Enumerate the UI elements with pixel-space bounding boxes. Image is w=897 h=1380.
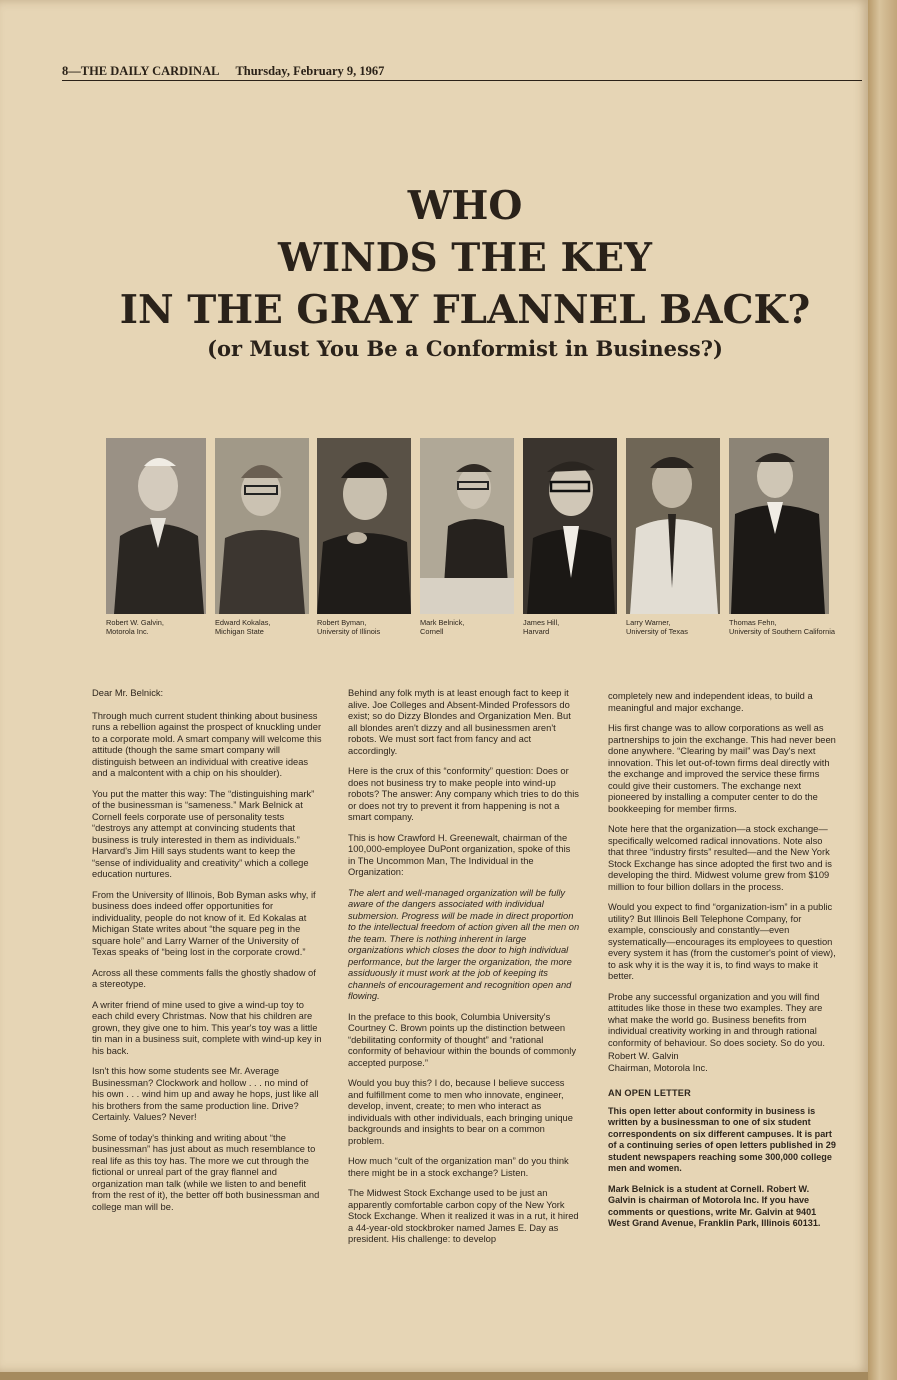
caption-affiliation: Michigan State [215, 626, 264, 636]
caption-belnick [420, 619, 464, 636]
caption-affiliation: University of Illinois [317, 626, 381, 636]
paragraph: This is how Crawford H. Greenewalt, chairman of the 100,000-employee DuPont organization, spoke of this in The Uncommon Man, The Individual in the Organization: [348, 832, 571, 877]
paragraph: His first change was to allow corporations as well as partnerships to join the exchange. This had never been done anywhere. “Clearing by mail” was Day's next innovation. This let out-of-town firms deal directly with the exchange and improved the service these firms could give their customers. The exchange next pioneered by installing a computer center to do the bookkeeping for member firms. [608, 723, 836, 814]
caption-name: Thomas Fehn, [729, 618, 777, 627]
letter-column-3 [608, 691, 838, 1239]
caption-galvin [106, 619, 164, 636]
caption-name: Robert Byman, [317, 618, 367, 627]
folio-line [62, 64, 862, 81]
caption-fehn [729, 619, 835, 636]
photo-warner [626, 438, 720, 614]
headline-line-3: IN THE GRAY FLANNEL BACK? [119, 287, 811, 333]
caption-affiliation: University of Texas [626, 626, 688, 636]
caption-warner [626, 619, 688, 636]
salutation: Dear Mr. Belnick: [92, 688, 164, 698]
caption-affiliation: Motorola Inc. [106, 626, 149, 636]
paragraph: completely new and independent ideas, to build a meaningful and major exchange. [608, 691, 813, 713]
paragraph: Would you buy this? I do, because I believe success and fulfillment come to men who innovate, engineer, develop, invent, create; to men who interact as individuals with other individuals, each bringing unique backgrounds and insights to bear on a common problem. [348, 1078, 573, 1146]
quoted-passage: The alert and well-managed organization will be fully aware of the dangers associated with individual submersion. Progress will be made in direct proportion to the intellectual freedom of action given all the men on the team. There is nothing inherent in large organizations which closes the door to high individual performance, but the larger the organization, the more assiduously it must work at the job of keeping its channels of encouragement and recognition open and flowing. [348, 887, 580, 1001]
folio-date: Thursday, February 9, 1967 [235, 64, 385, 78]
signature-name: Robert W. Galvin [608, 1051, 679, 1061]
caption-affiliation: University of Southern California [729, 626, 835, 636]
paragraph: The Midwest Stock Exchange used to be just an apparently comfortable carbon copy of the New York Stock Exchange. When it realized it was in a rut, it hired a 44-year-old stockbroker named James E. Day as president. His challenge: to develop [348, 1188, 579, 1244]
paragraph: From the University of Illinois, Bob Byman asks why, if business does indeed offer opportunities for individuality, people do not know of it. Ed Kokalas at Michigan State writes about “the square peg in the square hole” and Larry Warner of the University of Texas speaks of “being lost in the corporate crowd.” [92, 889, 316, 957]
letter-column-2 [348, 688, 580, 1255]
headline-line-2: WINDS THE KEY [278, 235, 652, 281]
caption-kokalas [215, 619, 270, 636]
paragraph: Would you expect to find “organization-ism” in a public utility? But Illinois Bell Telephone Company, for example, consciously and constantly—even systematically—encourages its employees to question every system it has (from the customer's point of view), to ask why it is the way it is, to find ways to make it better. [608, 902, 836, 981]
signature-title: Chairman, Motorola Inc. [608, 1062, 708, 1073]
paragraph: You put the matter this way: The “distinguishing mark” of the businessman is “sameness.” Mark Belnick at Cornell feels corporate use of personality tests “destroys any attempt at convincing students that business is truly interested in them as individuals.” Harvard's Jim Hill says students want to keep the “sense of individuality and creativity” which a college education nurtures. [92, 788, 315, 879]
caption-name: Mark Belnick, [420, 618, 465, 627]
caption-name: Edward Kokalas, [215, 618, 271, 627]
subheadline: (or Must You Be a Conformist in Business?) [207, 336, 723, 361]
paragraph: Here is the crux of this “conformity” question: Does or does not business try to make people into wind-up robots? The answer: Any company which tries to do this or does not try to prevent it from happening is not a smart company. [348, 766, 579, 822]
photo-hill [523, 438, 617, 614]
paragraph: Note here that the organization—a stock exchange—specifically welcomed radical innovations. Note also that three “industry firsts” resulted—and the New York Stock Exchange has since adopted the first two and is developing the third. Midwest volume grew from $109 million to four billion dollars in the process. [608, 824, 832, 892]
paragraph: Across all these comments falls the ghostly shadow of a stereotype. [92, 967, 316, 989]
paragraph: Through much current student thinking about business runs a rebellion against the prospect of knuckling under to a corporate mold. A smart company will welcome this attitude (though the same smart company will distinguish between an individual with creative ideas and a malcontent with a chip on his shoulder). [92, 710, 322, 778]
paragraph: Probe any successful organization and you will find attitudes like those in these two examples. They are what make the world go. Business benefits from individual creativity working in and through rational conformity of behaviour. So does society. So do you. [608, 991, 825, 1048]
page-edge [868, 0, 897, 1380]
caption-affiliation: Harvard [523, 626, 550, 636]
open-letter-heading: AN OPEN LETTER [608, 1088, 691, 1098]
caption-name: Robert W. Galvin, [106, 618, 164, 627]
caption-name: Larry Warner, [626, 618, 671, 627]
caption-hill [523, 619, 559, 636]
signature-block [608, 1051, 838, 1074]
closing-note: Mark Belnick is a student at Cornell. Robert W. Galvin is chairman of Motorola Inc. If you have comments or questions, write Mr. Galvin at 9401 West Grand Avenue, Franklin Park, Illinois 60131. [608, 1183, 821, 1228]
paragraph: Isn't this how some students see Mr. Average Businessman? Clockwork and hollow . . . no mind of his own . . . wind him up and away he hops, just like all his brothers from the same production line. Drive? Certainly. Values? Never! [92, 1066, 319, 1122]
photo-fehn [729, 438, 829, 614]
photo-galvin [106, 438, 206, 614]
headline [60, 180, 870, 336]
caption-name: James Hill, [523, 618, 560, 627]
caption-affiliation: Cornell [420, 626, 444, 636]
photo-kokalas [215, 438, 309, 614]
folio-paper: 8—THE DAILY CARDINAL [62, 64, 220, 78]
paragraph: A writer friend of mine used to give a wind-up toy to each child every Christmas. Now that his children are grown, they give one to him. This year's toy was a little tin man in a business suit, complete with wind-up key in his back. [92, 999, 322, 1056]
photo-byman [317, 438, 411, 614]
open-letter-note: This open letter about conformity in business is written by a businessman to one of six student correspondents on six different campuses. It is part of a continuing series of open letters published in 29 student newspapers reaching some 300,000 college men and women. [608, 1105, 836, 1173]
paragraph: How much “cult of the organization man” do you think there might be in a stock exchange? Listen. [348, 1156, 569, 1178]
paragraph: In the preface to this book, Columbia University's Courtney C. Brown points up the distinction between “debilitating conformity of thought” and “rational conformity of behaviour within the bounds of commonly accepted purpose.” [348, 1011, 577, 1068]
paragraph: Some of today's thinking and writing about “the businessman” has just about as much resemblance to real life as this toy has. The more we cut through the fictional or unreal part of the gray flannel and organization man talk (while we listen to and benefit from the rest of it), the better off both businessman and college man will be. [92, 1132, 320, 1212]
photo-belnick [420, 438, 514, 614]
headline-line-1: WHO [407, 183, 523, 229]
caption-byman [317, 619, 380, 636]
paragraph: Behind any folk myth is at least enough fact to keep it alive. Joe Colleges and Absent-Minded Professors do exist; so do Dizzy Blondes and Organization Men. But all blondes aren't dizzy and all businessmen aren't robots. We must sort fact from fancy and act accordingly. [348, 688, 571, 756]
letter-column-1 [92, 688, 322, 1222]
